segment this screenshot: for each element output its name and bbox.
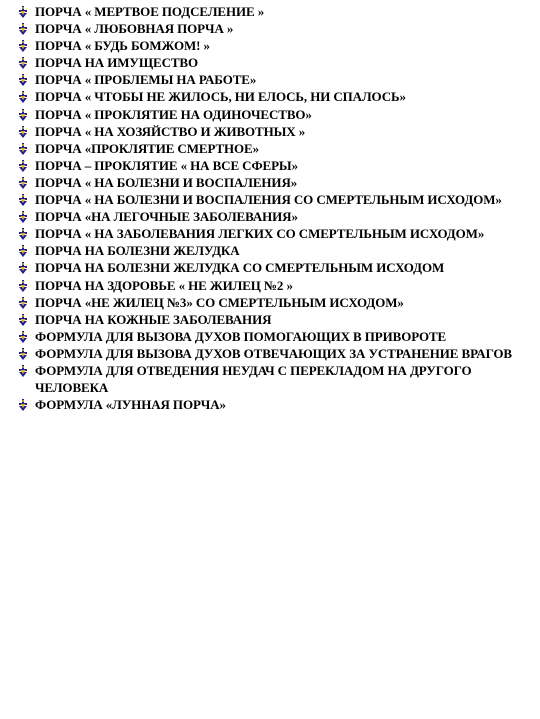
fleur-arrow-icon [16, 56, 30, 70]
list-item-text: ПОРЧА «ПРОКЛЯТИЕ СМЕРТНОЕ» [35, 140, 260, 156]
fleur-arrow-icon [16, 39, 30, 53]
list-item [16, 208, 536, 225]
list-item-text: ПОРЧА « НА ЗАБОЛЕВАНИЯ ЛЕГКИХ СО СМЕРТЕЛЬНЫМ ИСХОДОМ» [35, 226, 485, 242]
fleur-arrow-icon [16, 279, 30, 293]
fleur-arrow-icon [16, 347, 30, 361]
list-item [16, 71, 536, 88]
list-item [16, 37, 536, 54]
list-item [16, 328, 536, 345]
fleur-arrow-icon [16, 364, 30, 378]
fleur-arrow-icon [16, 398, 30, 412]
list-item-text: ПОРЧА НА КОЖНЫЕ ЗАБОЛЕВАНИЯ [35, 311, 272, 327]
list-item [16, 157, 536, 174]
fleur-arrow-icon [16, 90, 30, 104]
document-list [16, 3, 536, 413]
list-item [16, 20, 536, 37]
list-item-text: ФОРМУЛА «ЛУННАЯ ПОРЧА» [35, 397, 226, 413]
list-item-text: ПОРЧА «НА ЛЕГОЧНЫЕ ЗАБОЛЕВАНИЯ» [35, 209, 298, 225]
list-item-text: ФОРМУЛА ДЛЯ ВЫЗОВА ДУХОВ ПОМОГАЮЩИХ В ПРИВОРОТЕ [35, 328, 447, 344]
list-item [16, 88, 536, 105]
fleur-arrow-icon [16, 244, 30, 258]
list-item [16, 362, 535, 396]
fleur-arrow-icon [16, 313, 30, 327]
list-item-text: ПОРЧА НА ИМУЩЕСТВО [35, 55, 199, 71]
list-item-text: ПОРЧА « МЕРТВОЕ ПОДСЕЛЕНИЕ » [35, 4, 265, 19]
fleur-arrow-icon [16, 261, 30, 275]
list-item-text: ПОРЧА « НА БОЛЕЗНИ И ВОСПАЛЕНИЯ СО СМЕРТЕЛЬНЫМ ИСХОДОМ» [35, 192, 502, 208]
fleur-arrow-icon [16, 176, 30, 190]
fleur-arrow-icon [16, 159, 30, 173]
list-item [16, 140, 536, 157]
fleur-arrow-icon [16, 142, 30, 156]
fleur-arrow-icon [16, 108, 30, 122]
fleur-arrow-icon [16, 330, 30, 344]
list-item [16, 294, 536, 311]
list-item [16, 225, 536, 242]
list-item [16, 242, 536, 259]
list-item [16, 396, 536, 413]
list-item [16, 123, 536, 140]
fleur-arrow-icon [16, 73, 30, 87]
list-item-text: ФОРМУЛА ДЛЯ ВЫЗОВА ДУХОВ ОТВЕЧАЮЩИХ ЗА УСТРАНЕНИЕ ВРАГОВ [35, 345, 513, 361]
list-item-text: ФОРМУЛА ДЛЯ ОТВЕДЕНИЯ НЕУДАЧ С ПЕРЕКЛАДОМ НА ДРУГОГО ЧЕЛОВЕКА [35, 362, 472, 396]
list-item-text: ПОРЧА НА БОЛЕЗНИ ЖЕЛУДКА СО СМЕРТЕЛЬНЫМ ИСХОДОМ [35, 260, 445, 276]
list-item-text: ПОРЧА « НА ХОЗЯЙСТВО И ЖИВОТНЫХ » [35, 123, 306, 139]
list-item-text: ПОРЧА « ПРОКЛЯТИЕ НА ОДИНОЧЕСТВО» [35, 106, 312, 122]
fleur-arrow-icon [16, 210, 30, 224]
list-item-text: ПОРЧА « БУДЬ БОМЖОМ! » [35, 38, 210, 54]
list-item-text: ПОРЧА – ПРОКЛЯТИЕ « НА ВСЕ СФЕРЫ» [35, 157, 298, 173]
fleur-arrow-icon [16, 125, 30, 139]
list-item [16, 106, 536, 123]
list-item [16, 191, 536, 208]
list-item-text: ПОРЧА НА ЗДОРОВЬЕ « НЕ ЖИЛЕЦ №2 » [35, 277, 293, 293]
list-item-text: ПОРЧА « НА БОЛЕЗНИ И ВОСПАЛЕНИЯ» [35, 174, 298, 190]
list-item-text: ПОРЧА « ПРОБЛЕМЫ НА РАБОТЕ» [35, 72, 257, 88]
list-item [16, 54, 536, 71]
list-item-text: ПОРЧА НА БОЛЕЗНИ ЖЕЛУДКА [35, 243, 240, 259]
list-item [16, 311, 536, 328]
fleur-arrow-icon [16, 22, 30, 36]
list-item [16, 277, 536, 294]
fleur-arrow-icon [16, 296, 30, 310]
list-item [16, 174, 536, 191]
fleur-arrow-icon [16, 227, 30, 241]
list-item [16, 345, 536, 362]
fleur-arrow-icon [16, 193, 30, 207]
list-item [16, 3, 536, 20]
list-item-text: ПОРЧА « ЛЮБОВНАЯ ПОРЧА » [35, 21, 234, 37]
fleur-arrow-icon [16, 5, 30, 19]
list-item [16, 259, 536, 276]
list-item-text: ПОРЧА « ЧТОБЫ НЕ ЖИЛОСЬ, НИ ЕЛОСЬ, НИ СПАЛОСЬ» [35, 89, 406, 105]
list-item-text: ПОРЧА «НЕ ЖИЛЕЦ №3» СО СМЕРТЕЛЬНЫМ ИСХОДОМ» [35, 294, 404, 310]
